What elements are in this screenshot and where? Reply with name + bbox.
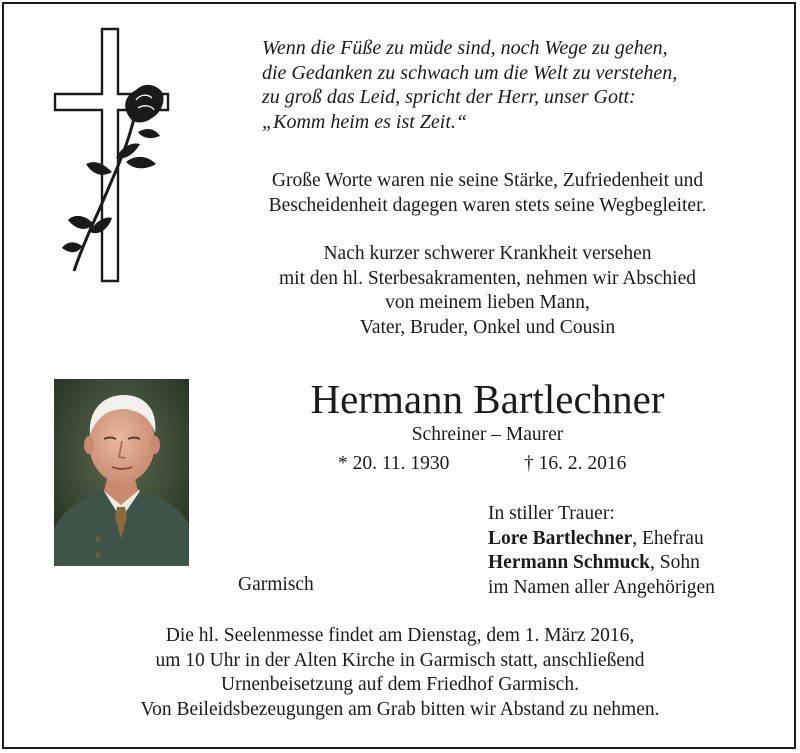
service-line: Von Beileidsbezeugungen am Grab bitten wir Abstand zu nehmen. (140, 698, 660, 720)
mourners-closing: im Namen aller Angehörigen (488, 576, 715, 598)
mourner-entry (488, 527, 715, 552)
place-name: Garmisch (238, 574, 314, 595)
service-line: Die hl. Seelenmesse findet am Dienstag, dem 1. März 2016, (165, 625, 635, 646)
deceased-name: Hermann Bartlechner (310, 376, 665, 422)
service-text (40, 624, 760, 722)
announcement-line: Nach kurzer schwerer Krankheit versehen (323, 243, 652, 264)
mourner-relation: , Sohn (649, 552, 700, 573)
poem-line: Wenn die Füße zu müde sind, noch Wege zu gehen, (262, 37, 668, 59)
announcement-line: von meinem lieben Mann, (385, 292, 590, 313)
deceased-profession: Schreiner – Maurer (411, 424, 564, 445)
tribute-line: Große Worte waren nie seine Stärke, Zufriedenheit und (271, 170, 704, 191)
mourners-block (488, 502, 715, 600)
mourner-relation: , Ehefrau (632, 527, 704, 549)
service-line: Urnenbeisetzung auf dem Friedhof Garmisch. (221, 674, 579, 695)
announcement-line: mit den hl. Sterbesakramenten, nehmen wir Abschied (279, 267, 696, 289)
cross-with-rose-icon (52, 26, 172, 286)
poem-line: „Komm heim es ist Zeit.“ (262, 110, 468, 133)
mourner-name: Lore Bartlechner (488, 527, 633, 549)
mourners-intro: In stiller Trauer: (488, 503, 615, 524)
portrait-photo (54, 379, 189, 566)
tribute-line: Bescheidenheit dagegen waren stets seine Wegbegleiter. (268, 194, 707, 216)
announcement-line: Vater, Bruder, Onkel und Cousin (359, 316, 616, 338)
mourner-name: Hermann Schmuck (488, 552, 650, 573)
poem-line: die Gedanken zu schwach um die Welt zu verstehen, (262, 61, 678, 84)
announcement-text (200, 242, 775, 340)
poem-line: zu groß das Leid, spricht der Herr, unser Gott: (262, 86, 636, 108)
death-date: † 16. 2. 2016 (524, 453, 627, 474)
service-line: um 10 Uhr in der Alten Kirche in Garmisch statt, anschließend (155, 649, 645, 671)
tribute-text (200, 169, 775, 218)
mourner-entry (488, 551, 715, 576)
poem (262, 36, 782, 134)
birth-date: * 20. 11. 1930 (338, 453, 450, 474)
